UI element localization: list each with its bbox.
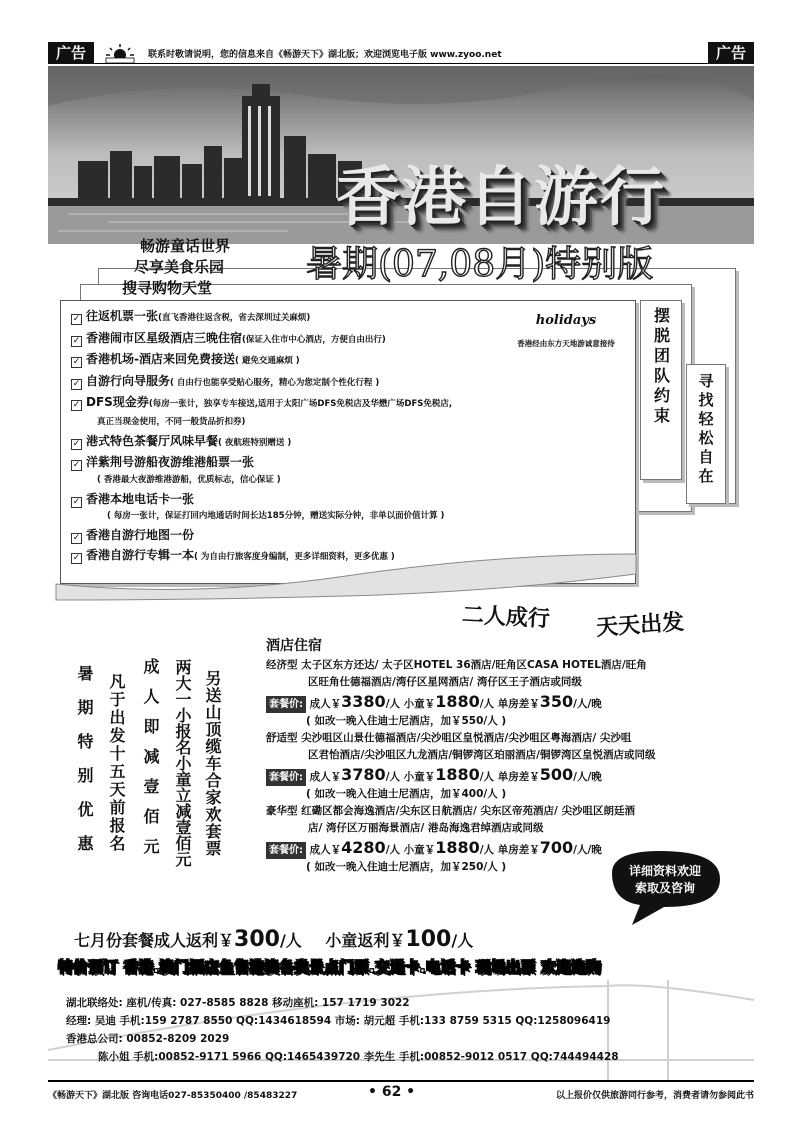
hotel-title: 酒店住宿 xyxy=(266,638,322,654)
check-icon: ✓ xyxy=(72,460,81,470)
side-tag-1: 摆脱团队约束 xyxy=(651,307,671,427)
contact-line-4: 陈小姐 手机:00852-9171 5966 QQ:1465439720 李先生 手机:00852-9012 0517 QQ:744494428 xyxy=(98,1051,619,1063)
feature-note-2: ( 香港最大夜游维港游船，优质标志，信心保证 ) xyxy=(97,474,281,485)
feature-note-2: ( 每房一张计，保证打回内地通话时间长达185分钟，赠送实际分钟，非单以面价值计算 ) xyxy=(107,511,445,521)
check-icon: ✓ xyxy=(72,496,81,507)
hotel-tier-economy: 经济型 太子区东方还达/ 太子区HOTEL 36酒店/旺角区CASA HOTEL酒店/旺角 区旺角仕德福酒店/湾仔区星网酒店/ 湾仔区王子酒店或同级 套餐价: 成人￥3380/人 小童￥1880/人 单房差￥350/人/晚 ( 如改一晚入住迪士尼酒店，加￥550/人 ) xyxy=(266,659,647,727)
feature-item: ✓ 香港机场-酒店来回免费接送( 避免交通麻烦 ) xyxy=(72,352,300,367)
side-tag-box-1 xyxy=(640,300,682,480)
tagline-part2: 天天出发 xyxy=(595,609,685,642)
check-icon: ✓ xyxy=(72,438,81,449)
bubble-text: 详细资料欢迎 索取及咨询 xyxy=(628,864,701,895)
side-tag-2: 寻找轻松自在 xyxy=(696,373,715,487)
header-note: 联系时敬请说明，您的信息来自《畅游天下》湖北版；欢迎浏览电子版 www.zyoo.net xyxy=(148,50,502,60)
slogan-3: 搜寻购物天堂 xyxy=(122,279,213,297)
price-tag: 套餐价: xyxy=(266,842,306,859)
promo-col-4: 两大一小报名小童立减壹佰元 xyxy=(173,659,192,867)
ad-tag-right: 广告 xyxy=(708,42,754,64)
check-icon: ✓ xyxy=(72,357,81,367)
feature-item: ✓ DFS现金券(每房一张计，独享专车接送,适用于太阳广场DFS免税店及华懋广场DFS免税店, xyxy=(72,395,453,410)
contact-line-1: 湖北联络处: 座机/传真: 027-8585 8828 移动座机: 157 1719 3022 xyxy=(66,997,410,1009)
holidays-logo xyxy=(501,313,631,349)
contact-line-3: 香港总公司: 00852-8209 2029 xyxy=(66,1033,230,1045)
promo-col-5: 另送山顶缆车合家欢套票 xyxy=(203,669,222,857)
wave-decoration xyxy=(46,548,646,608)
promo-col-2: 凡于出发十五天前报名 xyxy=(107,673,126,853)
promo-col-3: 成人即减壹佰元 xyxy=(141,658,160,868)
page-footer xyxy=(48,1080,754,1106)
price-tag: 套餐价: xyxy=(266,696,306,713)
check-icon: ✓ xyxy=(72,335,81,346)
header-bar xyxy=(48,42,754,64)
slogan-2: 尽享美食乐园 xyxy=(134,258,225,276)
info-bubble xyxy=(592,845,728,929)
check-icon: ✓ xyxy=(72,378,81,389)
promo-col-1: 暑期特别优惠 xyxy=(75,665,94,869)
holidays-brand: holidays xyxy=(535,313,597,328)
tagline-part1: 二人成行 xyxy=(461,602,551,633)
hero-subtitle: 暑期(07,08月)特别版 xyxy=(306,244,654,285)
footer-right: 以上报价仅供旅游同行参考，消费者请勿参阅此书 xyxy=(555,1091,754,1101)
feature-item: ✓ 香港闹市区星级酒店三晚住宿(保证入住市中心酒店，方便自由出行) xyxy=(72,330,386,346)
booking-banner: 特价预订 香港.澳门酒店鱼售港澳各类景点门票.交通卡.电话卡 现场出票 欢迎选购 xyxy=(58,958,601,976)
holidays-sub: 香港经由东方天地游诚意接待 xyxy=(517,339,615,348)
price-tag: 套餐价: xyxy=(266,769,306,786)
ad-tag-left: 广告 xyxy=(48,42,94,64)
sun-logo-icon xyxy=(100,43,140,63)
footer-left: 《畅游天下》湖北版 咨询电话027-85350400 /85483227 xyxy=(48,1091,298,1101)
feature-item: ✓ 港式特色茶餐厅风味早餐( 夜航班特别赠送 ) xyxy=(72,433,292,449)
rebate-line: 七月份套餐成人返利￥300/人 小童返利￥100/人 xyxy=(74,927,474,952)
feature-note-2: 真正当现金使用，不同一般货品折扣券) xyxy=(97,416,246,427)
side-tag-box-2 xyxy=(686,364,726,504)
feature-item: ✓ 自游行向导服务( 自由行也能享受贴心服务，精心为您定制个性化行程 ) xyxy=(72,373,380,389)
check-icon: ✓ xyxy=(72,314,81,324)
features-card xyxy=(60,300,636,584)
feature-item: ✓ 香港自游行专辑一本( 为自由行旅客度身编制，更多详细资料，更多优惠 ) xyxy=(72,547,395,563)
hotel-tier-luxury: 豪华型 红磡区都会海逸酒店/尖东区日航酒店/ 尖东区帝苑酒店/ 尖沙咀区朗廷酒 店/ 湾仔区万丽海景酒店/ 港岛海逸君绰酒店或同级 套餐价: 成人￥4280/人 小童￥1880/人 单房差￥700/人/晚 ( 如改一晚入住迪士尼酒店，加￥250/人 ) xyxy=(266,805,635,873)
feature-item: ✓ 香港本地电话卡一张 xyxy=(72,491,195,507)
check-icon: ✓ xyxy=(72,400,81,410)
check-icon: ✓ xyxy=(72,552,81,563)
contact-line-2: 经理: 吴迪 手机:159 2787 8550 QQ:1434618594 市场: 胡元超 手机:133 8759 5315 QQ:1258096419 xyxy=(66,1015,611,1027)
feature-item: ✓ 洋紫荆号游船夜游维港船票一张 xyxy=(72,455,255,470)
hotel-section xyxy=(266,638,726,876)
feature-item: ✓ 香港自游行地图一份 xyxy=(72,528,195,543)
check-icon: ✓ xyxy=(72,533,81,543)
page-number: • 62 • xyxy=(368,1084,416,1100)
contact-block xyxy=(66,994,619,1066)
feature-item: ✓ 往返机票一张(直飞香港往返含税，省去深圳过关麻烦) xyxy=(72,309,311,324)
slogan-1: 畅游童话世界 xyxy=(140,237,231,255)
hero-title: 香港自游行 xyxy=(336,161,666,235)
hero-slogans xyxy=(122,236,231,299)
hotel-tier-comfort: 舒适型 尖沙咀区山景仕德福酒店/尖沙咀区皇悦酒店/尖沙咀区粤海酒店/ 尖沙咀 区君怡酒店/尖沙咀区九龙酒店/铜锣湾区珀丽酒店/铜锣湾区皇悦酒店或同级 套餐价: 成人￥3780/人 小童￥1880/人 单房差￥500/人/晚 ( 如改一晚入住迪士尼酒店，加￥400/人 ) xyxy=(266,732,656,800)
